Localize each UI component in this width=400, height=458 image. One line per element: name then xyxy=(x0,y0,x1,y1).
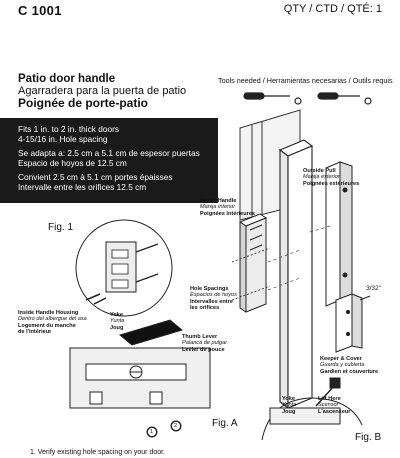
figure-1-label: Fig. 1 xyxy=(48,222,74,233)
spec-line: Convient 2.5 cm à 5.1 cm portes épaisses xyxy=(18,172,173,183)
screwdriver-icon xyxy=(318,93,371,104)
figure-b-label: Fig. B xyxy=(355,432,382,443)
spec-line: Fits 1 in. to 2 in. thick doors xyxy=(18,124,119,134)
instruction-step: 1. Verify existing hole spacing on your door. xyxy=(30,449,166,456)
thumb-lever-label: Thumb Lever Palanca de pulgar Levier de pouce xyxy=(182,334,228,353)
callout-number: 2 xyxy=(174,423,178,429)
figure-a-label: Fig. A xyxy=(212,418,238,429)
spec-line: Se adapta a: 2.5 cm a 5.1 cm de espesor puertas xyxy=(18,148,200,159)
spec-line: Intervalle entre les orifices 12.5 cm xyxy=(18,181,147,192)
spec-line: 4-15/16 in. Hole spacing xyxy=(18,133,108,144)
title-french: Poignée de porte-patio xyxy=(18,96,149,110)
yoke-b-label: Yoke Yunta Joug xyxy=(282,396,297,415)
screwdriver-icon xyxy=(244,93,301,104)
tools-needed-text: Tools needed / Herramientas necesarias / Outils requis xyxy=(218,76,393,85)
title-spanish: Agarradera para la puerta de patio xyxy=(18,85,187,97)
inside-handle-label: Inside Handle Manija interior Poignées intérieures xyxy=(200,198,256,217)
fig1-detail-illustration xyxy=(76,220,172,316)
inside-handle-housing-label: Inside Handle Housing Dentro del albergue del asa Logement du manche de l'intérieur xyxy=(18,310,87,336)
keeper-cover-illustration xyxy=(336,294,370,352)
callout-number: 1 xyxy=(150,429,154,435)
lift-here-label: Lift Here Scensor L'ascenseur xyxy=(318,396,351,415)
quantity-label: QTY / CTD / QTÉ: 1 xyxy=(283,3,382,15)
outside-pull-label: Outside Pull Manija exterior Poignées extérieures xyxy=(303,168,360,187)
yoke-label: Yoke Yunta Joug xyxy=(110,312,125,331)
hole-spacings-label: Hole Spacings Espacios de hoyos Intervalles entre les orifices xyxy=(190,286,237,312)
inside-handle-illustration xyxy=(240,214,266,312)
title-english: Patio door handle xyxy=(18,73,116,85)
spec-line: Espacio de hoyos de 12.5 cm xyxy=(18,157,127,168)
keeper-cover-label: Keeper & Cover Guarda y cubierta Gardien et couverture xyxy=(320,356,379,375)
dimension-label: 3/32" xyxy=(366,285,381,292)
product-code: C 1001 xyxy=(18,3,62,18)
